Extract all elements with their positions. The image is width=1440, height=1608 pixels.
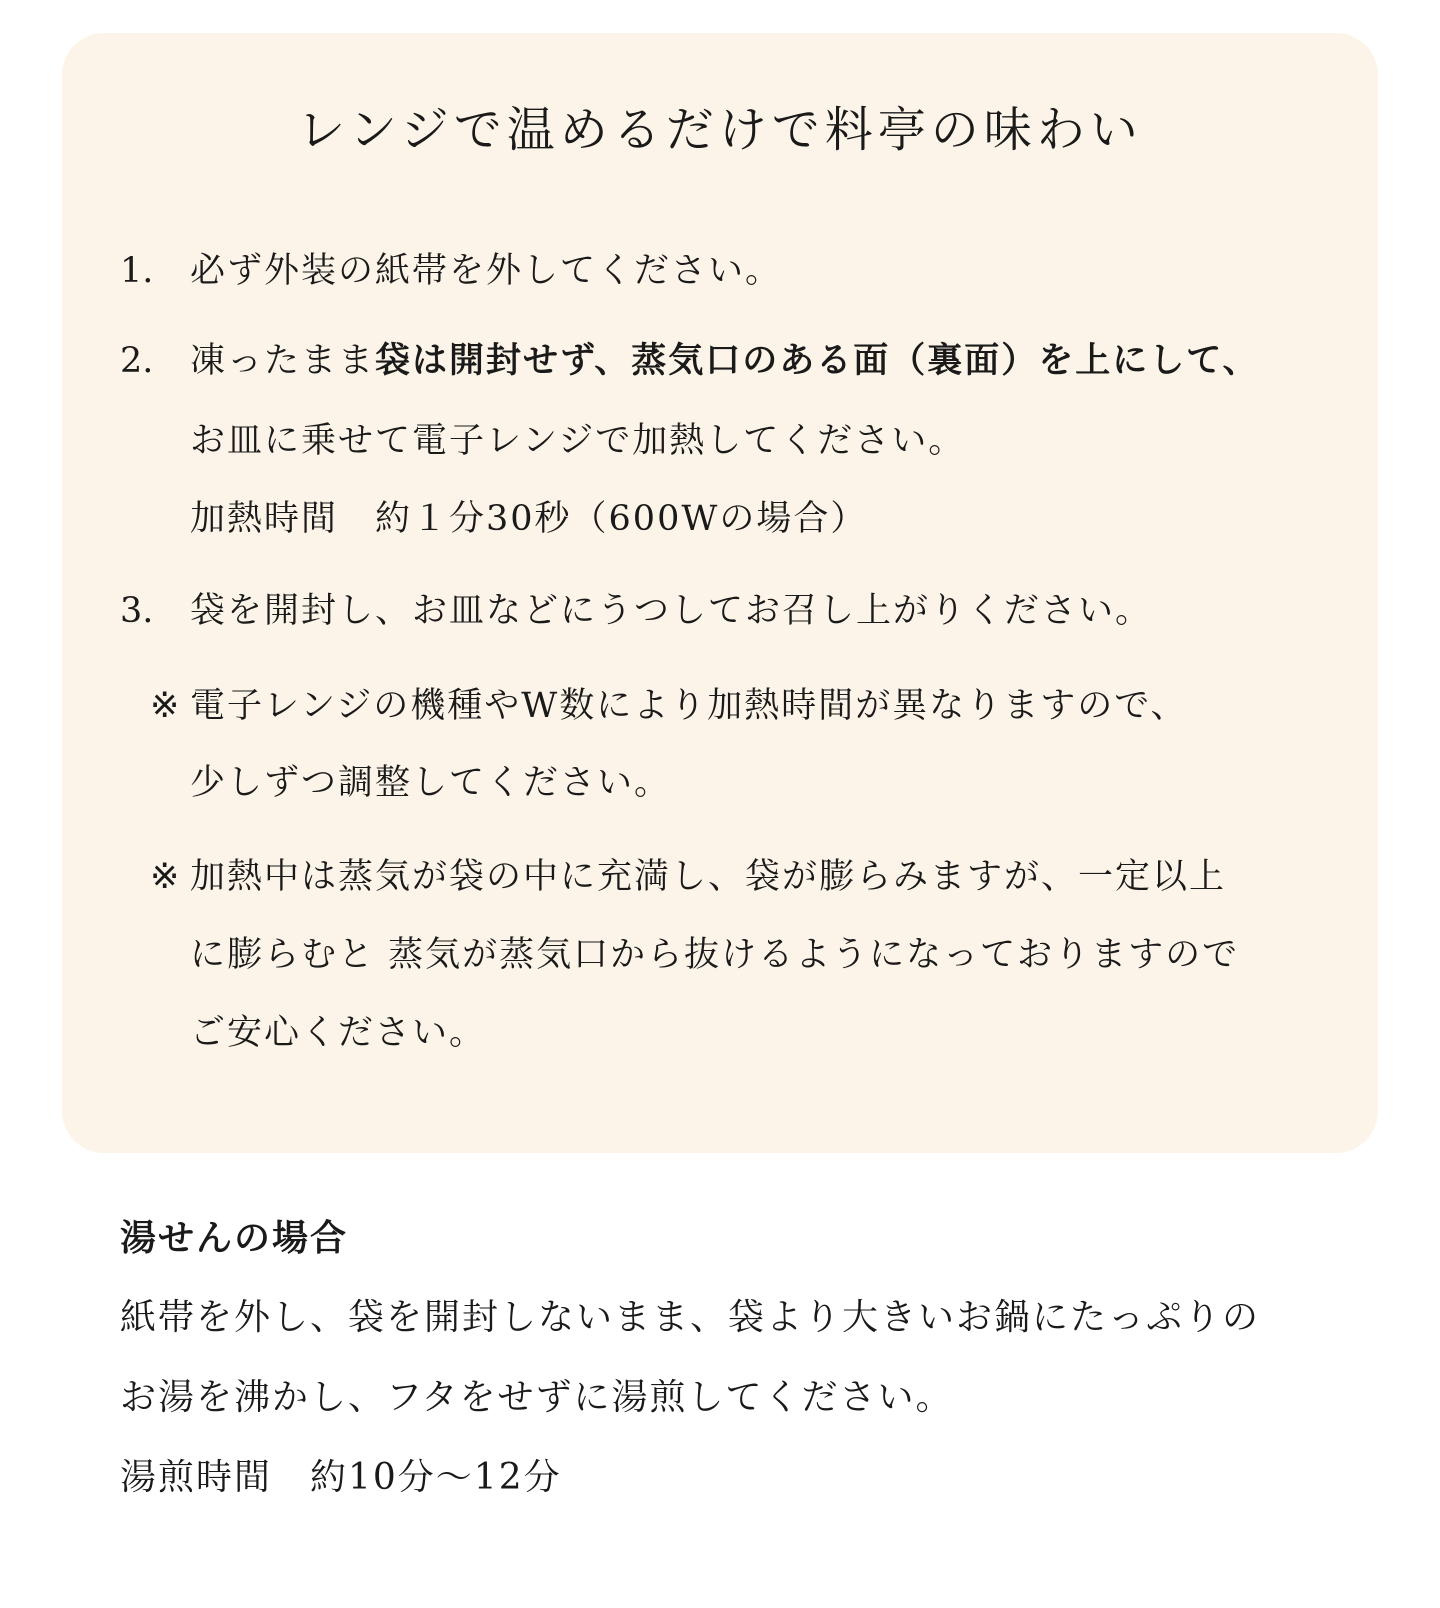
note-2-line-3: ご安心ください。 xyxy=(190,1013,487,1053)
yusen-time: 湯煎時間 約10分～12分 xyxy=(120,1457,562,1498)
step-2-line-1 xyxy=(190,338,1260,384)
yusen-line-2: お湯を沸かし、フタをせずに湯煎してください。 xyxy=(120,1377,954,1418)
note-2-line-1: 加熱中は蒸気が袋の中に充満し、袋が膨らみますが、一定以上 xyxy=(190,857,1227,897)
heating-time: 加熱時間 約１分30秒（600Wの場合） xyxy=(190,499,868,539)
step-2-emphasis-text: 袋は開封せず、蒸気口のある面（裏面）を上にして、 xyxy=(375,340,1260,381)
step-3-number: 3. xyxy=(120,591,154,631)
step-1-text: 必ず外装の紙帯を外してください。 xyxy=(190,251,783,291)
note-1-line-2: 少しずつ調整してください。 xyxy=(190,763,672,803)
yusen-section-title: 湯せんの場合 xyxy=(120,1217,349,1259)
yusen-line-1: 紙帯を外し、袋を開封しないまま、袋より大きいお鍋にたっぷりの xyxy=(120,1297,1261,1338)
step-2-plain-text: 凍ったまま xyxy=(190,341,376,381)
step-1-number: 1. xyxy=(120,251,154,291)
note-1-line-1: 電子レンジの機種やW数により加熱時間が異なりますので、 xyxy=(190,686,1188,726)
note-2-line-2: に膨らむと 蒸気が蒸気口から抜けるようになっておりますので xyxy=(190,935,1240,975)
note-2-mark: ※ xyxy=(150,857,180,897)
step-2-line-2: お皿に乗せて電子レンジで加熱してください。 xyxy=(190,421,966,461)
step-2-number: 2. xyxy=(120,341,154,381)
note-1-mark: ※ xyxy=(150,686,180,726)
step-3-text: 袋を開封し、お皿などにうつしてお召し上がりください。 xyxy=(190,591,1153,631)
microwave-title: レンジで温めるだけで料亭の味わい xyxy=(297,102,1143,158)
